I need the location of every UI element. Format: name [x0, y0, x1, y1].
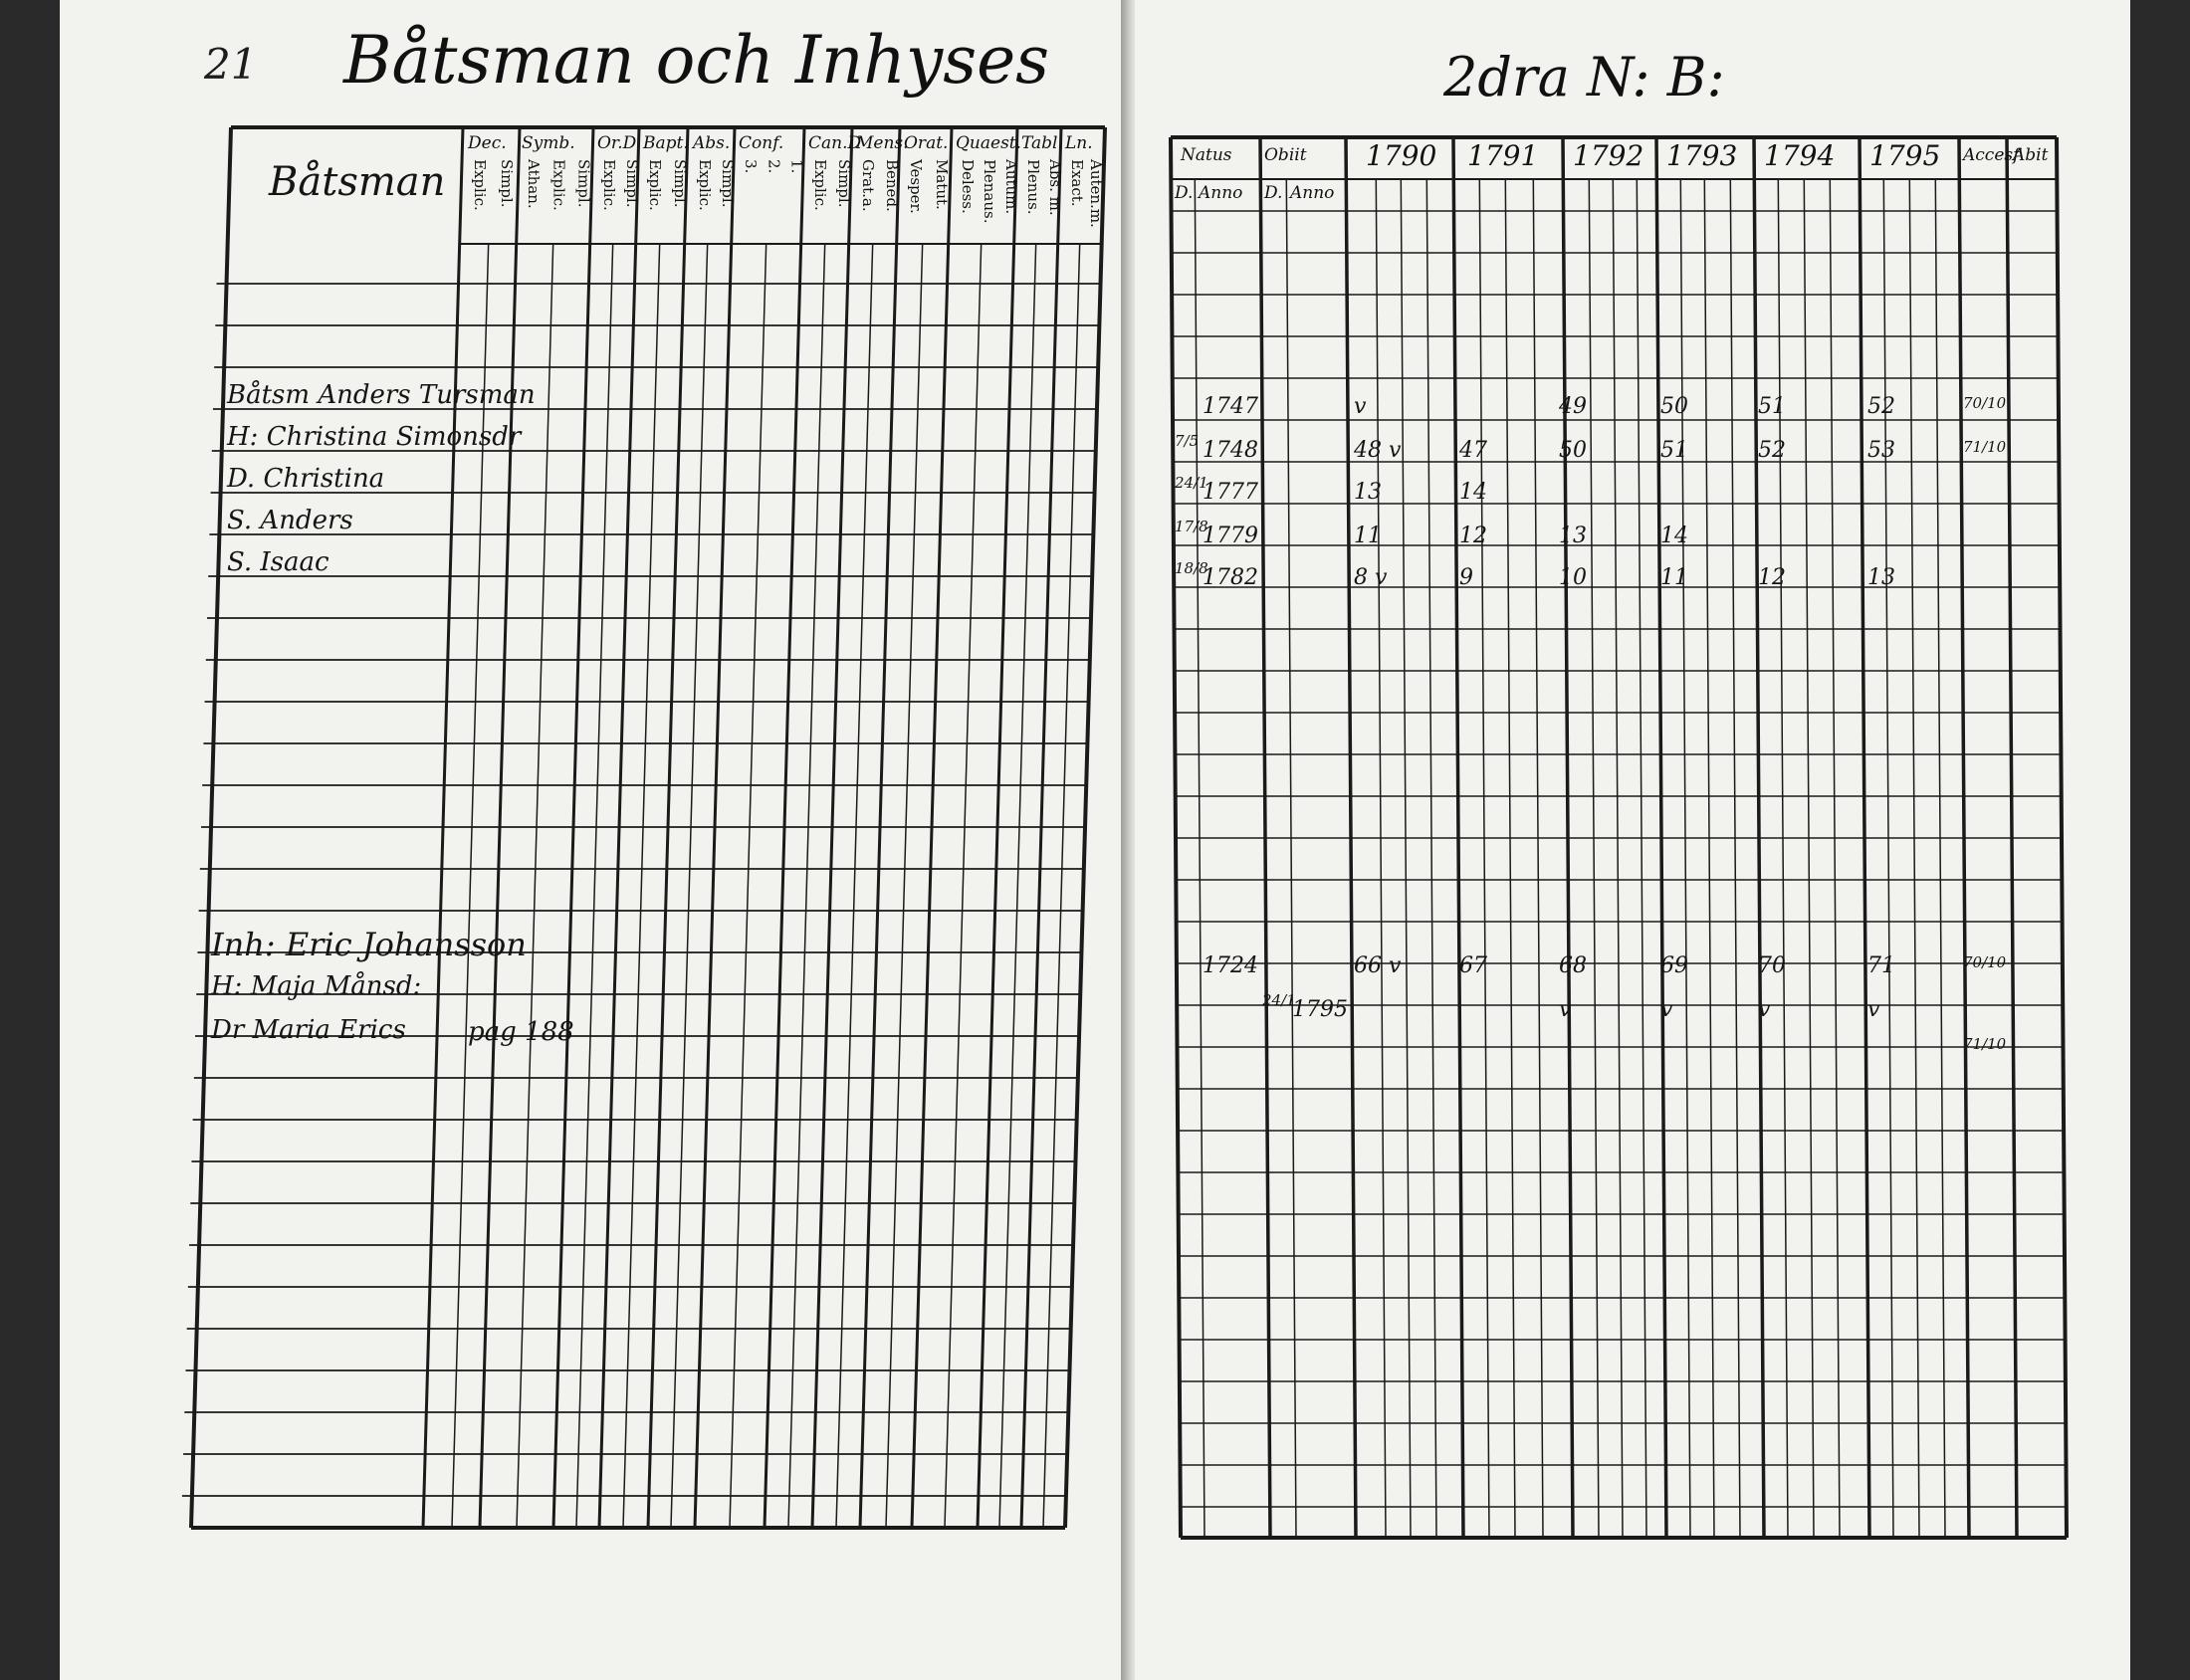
year-value: 50	[1559, 438, 1587, 463]
column-subheader: Vesper.	[907, 159, 925, 214]
natus-day: 7/5	[1175, 432, 1200, 450]
column-subheader: Autum.	[1002, 159, 1020, 215]
column-subheader: Bened.	[883, 159, 901, 212]
natus-year: 1724	[1203, 953, 1258, 978]
grid-line	[1909, 179, 1919, 1538]
column-heading-batsman: Båtsman	[269, 159, 446, 205]
page-number: 21	[204, 40, 258, 89]
year-value: 12	[1758, 565, 1786, 590]
entry-name: H: Christina Simonsdr	[227, 422, 522, 452]
entry-name: Inh: Eric Johansson	[211, 926, 527, 963]
column-subheader: Simpl.	[719, 159, 737, 208]
year-value: 9	[1459, 565, 1473, 590]
year-value: 53	[1867, 438, 1895, 463]
margin-mark: 71/10	[1963, 1035, 2007, 1053]
grid-line	[836, 244, 873, 1528]
grid-line	[1778, 179, 1788, 1538]
column-header: Orat.	[904, 133, 949, 153]
year-value: 14	[1660, 524, 1688, 548]
grid-line	[1730, 179, 1740, 1538]
entry-name: H: Maja Månsd:	[211, 971, 422, 1001]
year-value: 13	[1559, 524, 1587, 548]
column-subheader: Simpl.	[498, 159, 516, 208]
margin-mark: 71/10	[1963, 438, 2007, 456]
grid-line	[1637, 179, 1646, 1538]
year-value: 71	[1867, 953, 1895, 978]
column-subheader: Abs. m.	[1046, 159, 1064, 216]
column-subheader: 3.	[742, 159, 760, 174]
entry-name: S. Isaac	[227, 547, 329, 577]
year-value: 47	[1459, 438, 1487, 463]
column-subheader: Matut.	[933, 159, 951, 210]
grid-line	[1804, 179, 1814, 1538]
year-value: 68	[1559, 953, 1587, 978]
natus-day: 24/1	[1175, 474, 1208, 492]
year-value: 48 v	[1354, 438, 1402, 463]
grid-line	[1533, 179, 1543, 1538]
entry-name: D. Christina	[227, 464, 385, 494]
year-value: 13	[1867, 565, 1895, 590]
entry-name: Dr Maria Erics	[211, 1015, 406, 1045]
grid-line	[1479, 179, 1489, 1538]
year-value: 49	[1559, 394, 1587, 419]
natus-year: 1747	[1203, 394, 1258, 419]
right-page-header: 2dra N: B:	[1443, 46, 1725, 108]
column-subheader: Anno	[1290, 183, 1335, 203]
year-value: 10	[1559, 565, 1587, 590]
grid-line	[1680, 179, 1690, 1538]
grid-line	[1883, 179, 1893, 1538]
obiit-day: 24/1	[1262, 991, 1296, 1009]
column-subheader: Athan.	[525, 159, 543, 209]
column-header: 1792	[1573, 139, 1644, 172]
column-header: 1795	[1869, 139, 1941, 172]
year-value: 11	[1354, 524, 1382, 548]
column-header: Or.D	[597, 133, 637, 153]
year-value: 51	[1660, 438, 1688, 463]
column-header: Symb.	[522, 133, 575, 153]
column-subheader: Plenus.	[1024, 159, 1042, 215]
column-subheader: Explic.	[646, 159, 664, 211]
natus-year: 1782	[1203, 565, 1258, 590]
natus-year: 1777	[1203, 480, 1258, 505]
column-header: 1791	[1467, 139, 1539, 172]
year-value: 66 v	[1354, 953, 1402, 978]
grid-line	[1426, 179, 1436, 1538]
year-value: 52	[1867, 394, 1895, 419]
column-subheader: 1.	[787, 159, 806, 174]
year-value: 12	[1459, 524, 1487, 548]
grid-line	[1830, 179, 1840, 1538]
grid-line	[730, 244, 766, 1528]
column-subheader: Simpl.	[623, 159, 641, 208]
column-subheader: Simpl.	[574, 159, 593, 208]
column-subheader: D.	[1264, 183, 1283, 203]
year-value: v	[1354, 394, 1367, 419]
year-value: 67	[1459, 953, 1487, 978]
column-subheader: Simpl.	[835, 159, 853, 208]
year-value: 13	[1354, 480, 1382, 505]
grid-line	[999, 244, 1036, 1528]
year-value: v	[1660, 997, 1673, 1022]
year-value: 11	[1660, 565, 1688, 590]
year-value: 8 v	[1354, 565, 1388, 590]
column-subheader: Deless.	[959, 159, 977, 214]
natus-day: 18/8	[1175, 559, 1208, 577]
column-header: 1790	[1366, 139, 1437, 172]
column-subheader: Plenaus.	[981, 159, 998, 224]
grid-line	[576, 244, 613, 1528]
grid-line	[1589, 179, 1599, 1538]
grid-line	[517, 244, 553, 1528]
natus-year: 1779	[1203, 524, 1258, 548]
grid-line	[1286, 179, 1296, 1538]
column-subheader: Exact.	[1068, 159, 1086, 207]
column-header: Obiit	[1264, 145, 1307, 165]
column-header: Natus	[1181, 145, 1232, 165]
column-subheader: Simpl.	[671, 159, 689, 208]
obiit-year: 1795	[1292, 997, 1348, 1022]
grid-line	[945, 244, 982, 1528]
year-value: v	[1867, 997, 1880, 1022]
column-subheader: 2.	[765, 159, 783, 174]
grid-line	[1505, 179, 1515, 1538]
grid-line	[671, 244, 708, 1528]
column-header: Abit	[2013, 145, 2049, 165]
grid-line	[1613, 179, 1623, 1538]
margin-mark: 70/10	[1963, 953, 2007, 971]
year-value: 51	[1758, 394, 1786, 419]
column-subheader: Anno	[1199, 183, 1243, 203]
grid-line	[1376, 179, 1386, 1538]
margin-mark: 70/10	[1963, 394, 2007, 412]
grid-line	[1195, 179, 1204, 1538]
column-header: Can.D	[808, 133, 862, 153]
year-value: v	[1758, 997, 1771, 1022]
year-value: 14	[1459, 480, 1487, 505]
column-subheader: D.	[1175, 183, 1194, 203]
grid-line	[1401, 179, 1411, 1538]
grid-line	[1704, 179, 1714, 1538]
year-value: 52	[1758, 438, 1786, 463]
page-title: Båtsman och Inhyses	[343, 22, 1050, 99]
year-value: 50	[1660, 394, 1688, 419]
grid-line	[788, 244, 825, 1528]
natus-year: 1748	[1203, 438, 1258, 463]
column-subheader: Grat.a.	[859, 159, 877, 212]
column-header: Abs.	[693, 133, 731, 153]
column-header: Conf.	[739, 133, 784, 153]
entry-page-reference: pag 188	[468, 1017, 574, 1047]
column-header: Tabl.	[1021, 133, 1063, 153]
column-header: Ln.	[1065, 133, 1093, 153]
year-value: 69	[1660, 953, 1688, 978]
column-header: Accesf	[1963, 145, 2020, 165]
year-value: 70	[1758, 953, 1786, 978]
column-subheader: Explic.	[600, 159, 618, 211]
column-subheader: Auten.m.	[1087, 159, 1105, 228]
column-header: Mens.	[856, 133, 909, 153]
column-header: Dec.	[468, 133, 507, 153]
column-header: 1794	[1764, 139, 1836, 172]
column-header: Bapt.	[643, 133, 689, 153]
column-header: 1793	[1666, 139, 1738, 172]
entry-name: S. Anders	[227, 506, 353, 535]
natus-day: 17/8	[1175, 518, 1208, 535]
column-subheader: Explic.	[471, 159, 489, 211]
column-subheader: Explic.	[549, 159, 568, 211]
grid-line	[1935, 179, 1945, 1538]
grid-line	[1043, 244, 1080, 1528]
column-subheader: Explic.	[696, 159, 714, 211]
entry-name: Båtsm Anders Tursman	[227, 380, 536, 410]
column-header: Quaest.	[956, 133, 1022, 153]
column-subheader: Explic.	[811, 159, 829, 211]
year-value: v	[1559, 997, 1572, 1022]
